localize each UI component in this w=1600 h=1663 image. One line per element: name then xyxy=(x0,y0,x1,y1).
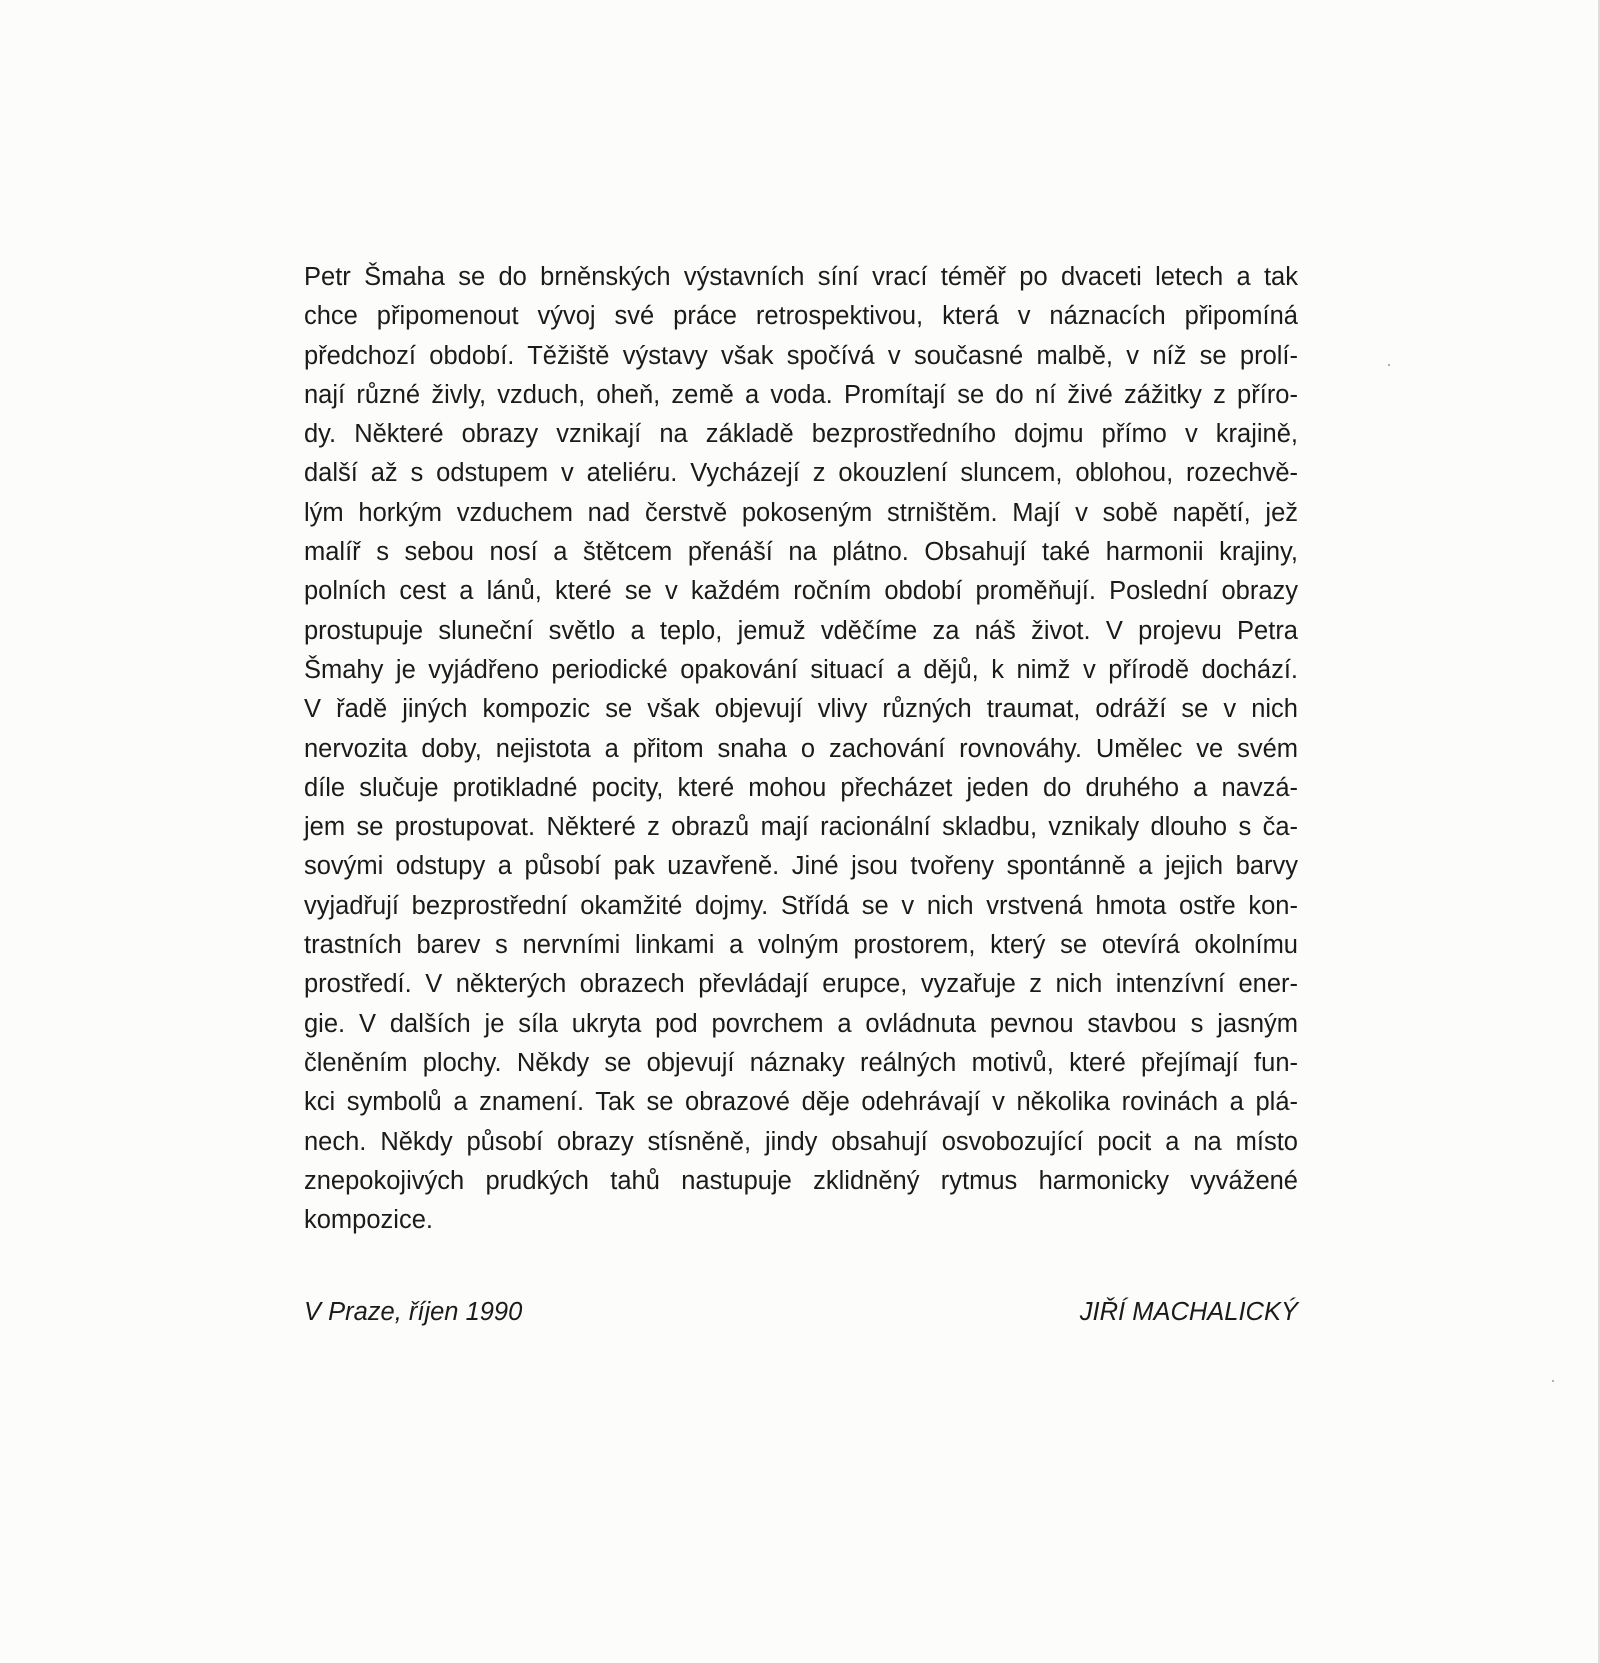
essay-line: nech. Někdy působí obrazy stísněně, jindy obsahují osvobozující pocit a na místo xyxy=(304,1127,1298,1156)
essay-line: jem se prostupovat. Některé z obrazů mají racionální skladbu, vznikaly dlouho s ča- xyxy=(304,813,1298,842)
essay-line: malíř s sebou nosí a štětcem přenáší na plátno. Obsahují také harmonii krajiny, xyxy=(304,538,1298,567)
paper-speck xyxy=(1388,364,1390,366)
place-date: V Praze, říjen 1990 xyxy=(304,1298,523,1326)
essay-line: trastních barev s nervními linkami a volným prostorem, který se otevírá okolnímu xyxy=(304,931,1298,960)
essay-line: znepokojivých prudkých tahů nastupuje zklidněný rytmus harmonicky vyvážené xyxy=(304,1166,1298,1195)
essay-line: kci symbolů a znamení. Tak se obrazové děje odehrávají v několika rovinách a plá- xyxy=(304,1088,1298,1117)
paper-speck xyxy=(1552,1380,1554,1382)
essay-line: lým horkým vzduchem nad čerstvě pokoseným strništěm. Mají v sobě napětí, jež xyxy=(304,498,1298,527)
essay-line: díle slučuje protikladné pocity, které mohou přecházet jeden do druhého a navzá- xyxy=(304,773,1298,802)
essay-line: prostupuje sluneční světlo a teplo, jemuž vděčíme za náš život. V projevu Petra xyxy=(304,616,1298,645)
essay-line: polních cest a lánů, které se v každém ročním období proměňují. Poslední obrazy xyxy=(304,577,1298,606)
essay-line: Šmahy je vyjádřeno periodické opakování situací a dějů, k nimž v přírodě dochází. xyxy=(304,655,1298,684)
essay-line: nervozita doby, nejistota a přitom snaha o zachování rovnováhy. Umělec ve svém xyxy=(304,734,1298,763)
essay-line: gie. V dalších je síla ukryta pod povrchem a ovládnuta pevnou stavbou s jasným xyxy=(304,1009,1298,1038)
essay-line: Petr Šmaha se do brněnských výstavních síní vrací téměř po dvaceti letech a tak xyxy=(304,263,1298,291)
essay-line: předchozí období. Těžiště výstavy však spočívá v současné malbě, v níž se prolí- xyxy=(304,341,1298,370)
essay-line: chce připomenout vývoj své práce retrospektivou, která v náznacích připomíná xyxy=(304,302,1298,331)
essay-line: sovými odstupy a působí pak uzavřeně. Jiné jsou tvořeny spontánně a jejich barvy xyxy=(304,852,1298,881)
essay-line: další až s odstupem v ateliéru. Vycházejí z okouzlení sluncem, oblohou, rozechvě- xyxy=(304,459,1298,488)
essay-text xyxy=(304,258,1298,1240)
essay-line: prostředí. V některých obrazech převládají erupce, vyzařuje z nich intenzívní ener- xyxy=(304,970,1298,999)
essay-line: členěním plochy. Někdy se objevují náznaky reálných motivů, které přejímají fun- xyxy=(304,1048,1298,1077)
essay-line: nají různé živly, vzduch, oheň, země a voda. Promítají se do ní živé zážitky z příro- xyxy=(304,380,1298,409)
essay-line: kompozice. xyxy=(304,1206,433,1235)
author-name: JIŘÍ MACHALICKÝ xyxy=(1079,1298,1298,1326)
essay-line: V řadě jiných kompozic se však objevují vlivy různých traumat, odráží se v nich xyxy=(304,695,1298,724)
essay-line: dy. Některé obrazy vznikají na základě bezprostředního dojmu přímo v krajině, xyxy=(304,420,1298,449)
essay-line: vyjadřují bezprostřední okamžité dojmy. Střídá se v nich vrstvená hmota ostře kon- xyxy=(304,891,1298,920)
